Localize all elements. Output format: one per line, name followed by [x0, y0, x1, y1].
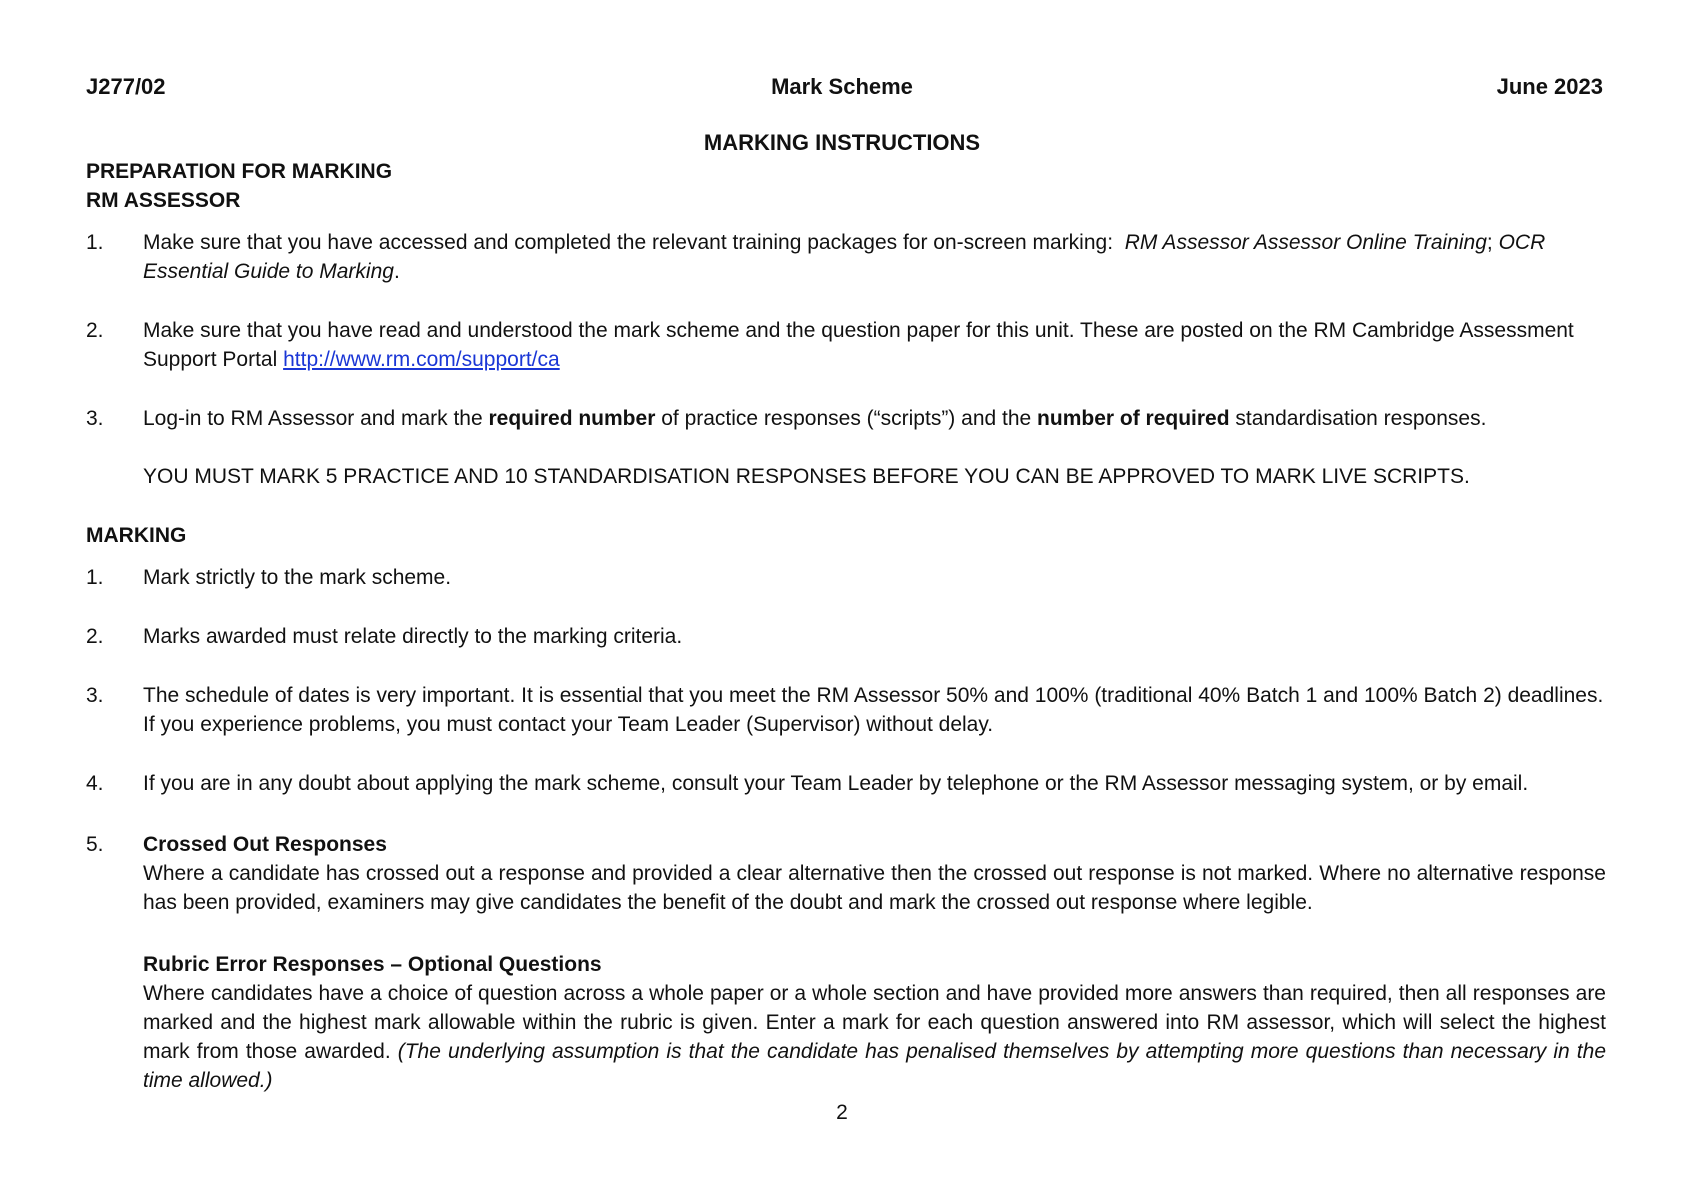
marking-item-1 [86, 563, 1606, 592]
item-text: Marks awarded must relate directly to the marking criteria. [143, 625, 683, 648]
prep-item-2 [86, 316, 1606, 374]
paper-code: J277/02 [86, 74, 166, 99]
practice-requirement-note: YOU MUST MARK 5 PRACTICE AND 10 STANDARDISATION RESPONSES BEFORE YOU CAN BE APPROVED TO MARK LIVE SCRIPTS. [143, 465, 1470, 488]
item-text: Log-in to RM Assessor and mark the required number of practice responses (“scripts”) and the number of required standardisation responses. [143, 407, 1487, 430]
item-number: 1. [86, 231, 104, 254]
item-text: Mark strictly to the mark scheme. [143, 566, 452, 589]
section-heading-preparation: PREPARATION FOR MARKING [86, 160, 393, 183]
rubric-error-heading: Rubric Error Responses – Optional Questions [143, 953, 602, 976]
item-number: 5. [86, 833, 104, 856]
crossed-out-heading: Crossed Out Responses [143, 833, 387, 856]
rubric-assumption: (The underlying assumption is that the candidate has penalised themselves by attempting more questions than necessary in the time allowed.) [143, 1040, 1606, 1092]
section-heading-marking: MARKING [86, 524, 187, 547]
item-number: 4. [86, 772, 104, 795]
item-number: 2. [86, 625, 104, 648]
item-number: 3. [86, 407, 104, 430]
rubric-error-text: Where candidates have a choice of question across a whole paper or a whole section and have provided more answers than required, then all responses are marked and the highest mark allowable within the rubric is given. Enter a mark for each question answered into RM assessor, which will select the highest mark from those awarded. (The underlying assumption is that the candidate has penalised themselves by attempting more questions than necessary in the time allowed.) [143, 982, 1606, 1092]
item-text: If you are in any doubt about applying the mark scheme, consult your Team Leader by telephone or the RM Assessor messaging system, or by email. [143, 772, 1529, 795]
guide-name: OCR Essential Guide to Marking [143, 231, 1546, 283]
item-text: The schedule of dates is very important. It is essential that you meet the RM Assessor 50% and 100% (traditional 40% Batch 1 and 100% Batch 2) deadlines. If you experience problems, you must contact your Team Leader (Supervisor) without delay. [143, 684, 1604, 736]
document-date: June 2023 [1496, 74, 1603, 99]
marking-item-3 [86, 681, 1606, 739]
page-number: 2 [836, 1101, 848, 1124]
item-number: 3. [86, 684, 104, 707]
prep-item-1 [86, 228, 1606, 286]
document-title: Mark Scheme [771, 74, 913, 99]
prep-item-3 [86, 404, 1606, 491]
marking-item-4 [86, 769, 1606, 798]
item-number: 1. [86, 566, 104, 589]
support-portal-link[interactable]: http://www.rm.com/support/ca [283, 348, 560, 371]
page-title: MARKING INSTRUCTIONS [703, 130, 981, 155]
item-number: 2. [86, 319, 104, 342]
marking-item-5 [86, 830, 1606, 1095]
section-subheading-rm-assessor: RM ASSESSOR [86, 189, 241, 212]
crossed-out-text: Where a candidate has crossed out a response and provided a clear alternative then the crossed out response is not marked. Where no alternative response has been provided, examiners may give candidates the benefit of the doubt and mark the crossed out response where legible. [143, 862, 1606, 914]
item-text: Make sure that you have read and understood the mark scheme and the question paper for this unit. These are posted on the RM Cambridge Assessment Support Portal http://www.rm.com/support/ca [143, 319, 1574, 371]
item-text: Make sure that you have accessed and completed the relevant training packages for on-screen marking: RM Assessor Assessor Online Training; OCR Essential Guide to Marking. [143, 231, 1546, 283]
training-name: RM Assessor Assessor Online Training [1124, 231, 1487, 254]
marking-item-2 [86, 622, 1606, 651]
